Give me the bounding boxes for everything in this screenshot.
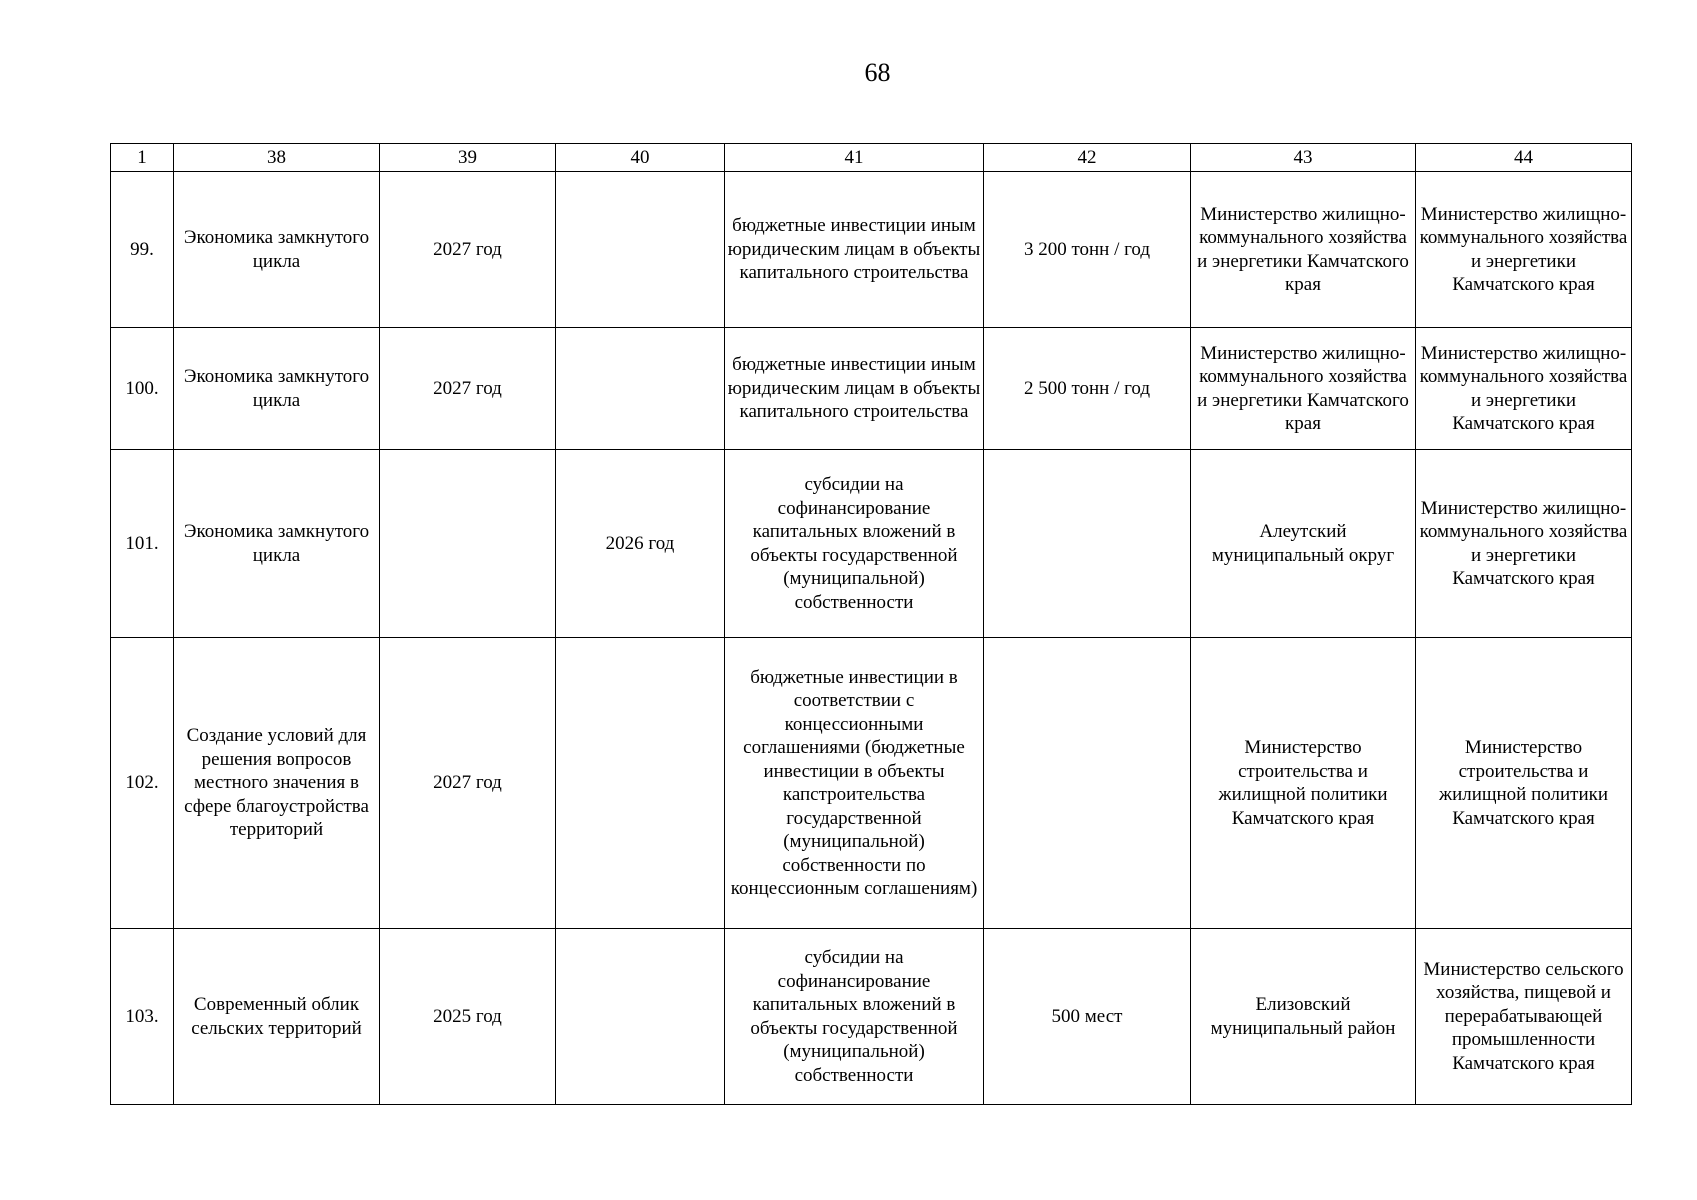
year-cell-39: 2027 год [380,638,556,929]
funding-type-cell: бюджетные инвестиции иным юридическим лицам в объекты капитального строительства [725,328,984,450]
capacity-cell [984,450,1191,638]
column-header: 41 [725,144,984,172]
year-cell-40 [556,638,725,929]
funding-type-cell: субсидии на софинансирование капитальных вложений в объекты государственной (муниципальной) собственности [725,450,984,638]
direction-cell: Современный облик сельских территорий [174,929,380,1105]
column-header: 1 [111,144,174,172]
direction-cell: Экономика замкнутого цикла [174,450,380,638]
executor-cell: Министерство жилищно-коммунального хозяйства и энергетики Камчатского края [1191,328,1416,450]
capacity-cell: 3 200 тонн / год [984,172,1191,328]
row-number: 103. [111,929,174,1105]
direction-cell: Создание условий для решения вопросов местного значения в сфере благоустройства территорий [174,638,380,929]
year-cell-40 [556,929,725,1105]
executor-cell: Министерство жилищно-коммунального хозяйства и энергетики Камчатского края [1191,172,1416,328]
direction-cell: Экономика замкнутого цикла [174,328,380,450]
executor-cell: Алеутский муниципальный округ [1191,450,1416,638]
responsible-cell: Министерство строительства и жилищной политики Камчатского края [1416,638,1632,929]
executor-cell: Елизовский муниципальный район [1191,929,1416,1105]
direction-cell: Экономика замкнутого цикла [174,172,380,328]
data-table [110,143,1632,1105]
year-cell-39: 2027 год [380,172,556,328]
year-cell-40 [556,172,725,328]
funding-type-cell: бюджетные инвестиции в соответствии с концессионными соглашениями (бюджетные инвестиции в объекты капстроительства государственной (муниципальной) собственности по концессионным соглашениям) [725,638,984,929]
funding-type-cell: субсидии на софинансирование капитальных вложений в объекты государственной (муниципальной) собственности [725,929,984,1105]
table-header-row [111,144,1632,172]
responsible-cell: Министерство жилищно-коммунального хозяйства и энергетики Камчатского края [1416,172,1632,328]
table-row [111,172,1632,328]
capacity-cell: 2 500 тонн / год [984,328,1191,450]
row-number: 100. [111,328,174,450]
responsible-cell: Министерство сельского хозяйства, пищевой и перерабатывающей промышленности Камчатского края [1416,929,1632,1105]
table-row [111,450,1632,638]
column-header: 42 [984,144,1191,172]
column-header: 44 [1416,144,1632,172]
capacity-cell [984,638,1191,929]
column-header: 38 [174,144,380,172]
year-cell-39: 2027 год [380,328,556,450]
table-row [111,929,1632,1105]
executor-cell: Министерство строительства и жилищной политики Камчатского края [1191,638,1416,929]
funding-type-cell: бюджетные инвестиции иным юридическим лицам в объекты капитального строительства [725,172,984,328]
table-row [111,638,1632,929]
capacity-cell: 500 мест [984,929,1191,1105]
row-number: 102. [111,638,174,929]
responsible-cell: Министерство жилищно-коммунального хозяйства и энергетики Камчатского края [1416,328,1632,450]
row-number: 101. [111,450,174,638]
column-header: 39 [380,144,556,172]
row-number: 99. [111,172,174,328]
year-cell-40 [556,328,725,450]
responsible-cell: Министерство жилищно-коммунального хозяйства и энергетики Камчатского края [1416,450,1632,638]
column-header: 43 [1191,144,1416,172]
table-row [111,328,1632,450]
column-header: 40 [556,144,725,172]
year-cell-39: 2025 год [380,929,556,1105]
year-cell-39 [380,450,556,638]
year-cell-40: 2026 год [556,450,725,638]
page-number: 68 [864,58,891,87]
